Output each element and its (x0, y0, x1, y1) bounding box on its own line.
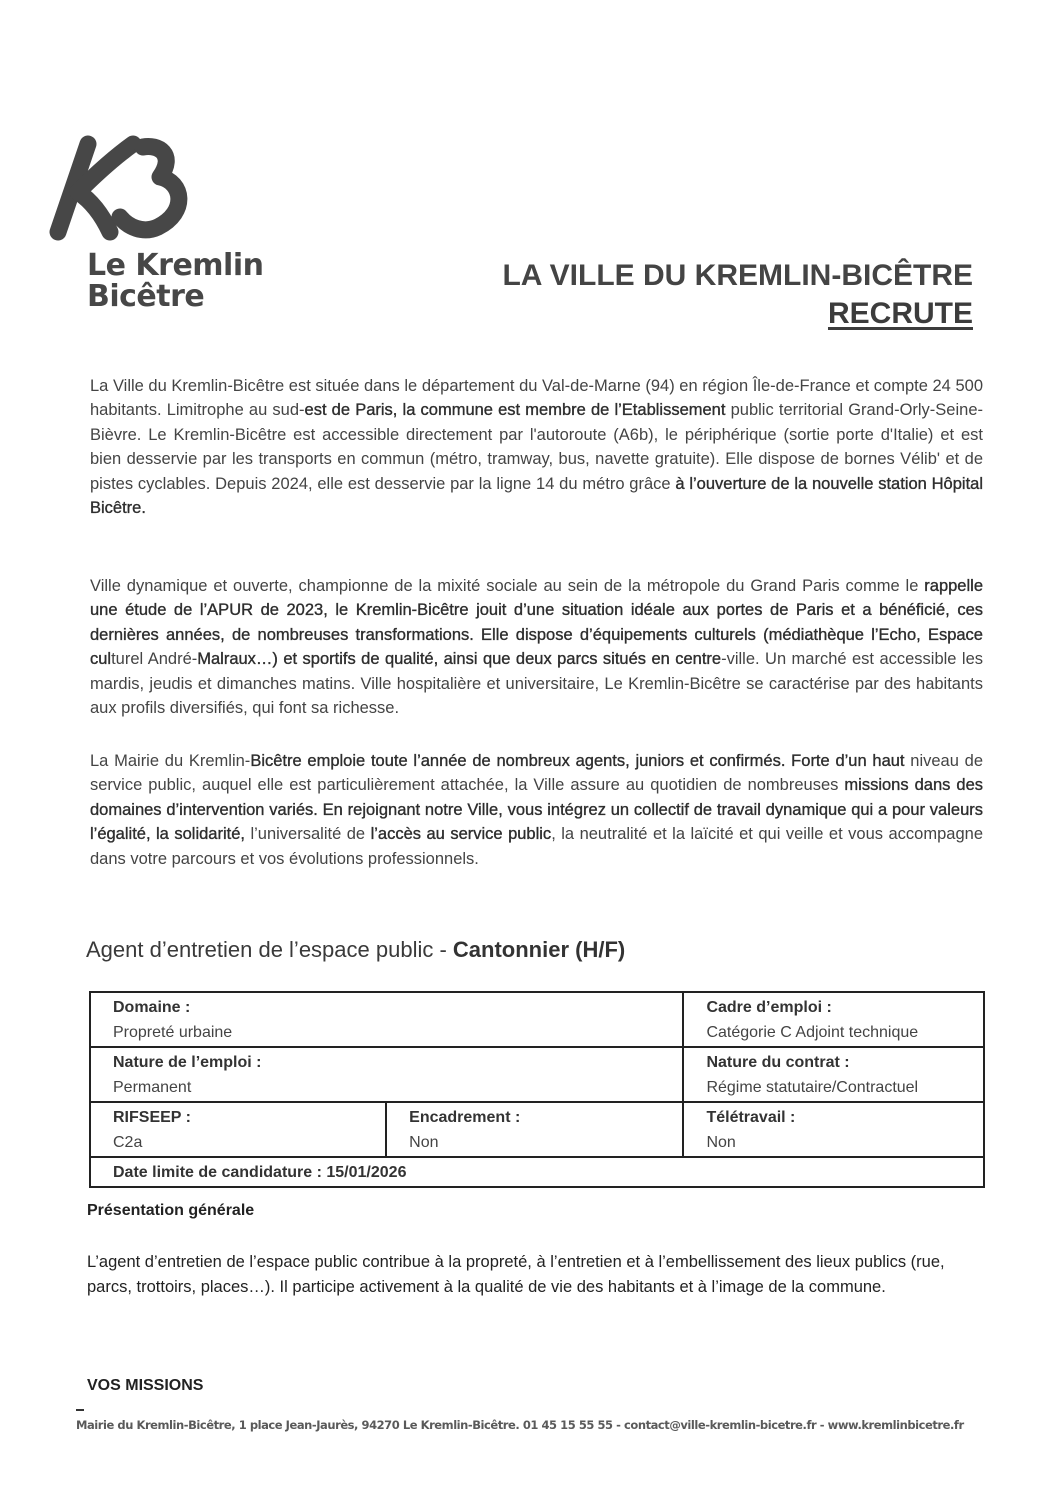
field-label: Télétravail : (706, 1109, 796, 1126)
kb-monogram-icon (48, 132, 198, 242)
logo-line-2: Bicêtre (87, 279, 205, 314)
cell-nature-emploi (90, 1047, 683, 1102)
field-label: Domaine : (113, 999, 191, 1016)
logo-line-1: Le Kremlin (87, 248, 264, 283)
field-label: Nature de l’emploi : (113, 1054, 262, 1071)
footer-divider (76, 1409, 84, 1411)
cell-nature-contrat (683, 1047, 984, 1102)
field-value: Propreté urbaine (113, 1024, 233, 1041)
headline-city: LA VILLE DU KREMLIN-BICÊTRE (502, 259, 973, 292)
field-label: Nature du contrat : (706, 1054, 850, 1071)
cell-encadrement (386, 1102, 683, 1157)
text-run: public territorial Grand-Orly-Seine-Bièvre. Le Kremlin-Bicêtre est accessible directement par l'autoroute (A6b), le périphérique (sortie porte d'Italie) et est bien desservie par les transports en commun (métro, tramway, bus, navette gratuite). Elle dispose de bornes Vélib' et de pistes cyclables. Depuis 2024, elle est desservie par la ligne 14 du métro grâce (90, 401, 984, 493)
text-run-emphasis: est de Paris, la commune est membre de l’Etablissement (304, 401, 726, 419)
job-title-position: Cantonnier (H/F) (452, 937, 626, 962)
text-run-emphasis: à l’ouverture de la nouvelle station Hôpital Bicêtre. (90, 474, 983, 517)
field-value: Non (409, 1134, 439, 1151)
table-row (90, 992, 984, 1047)
cell-domaine (90, 992, 683, 1047)
text-run: laïcité et qui veille et vous accompagne dans votre parcours et vos évolutions professionnels. (90, 825, 983, 868)
field-label: Cadre d’emploi : (706, 999, 832, 1016)
logo-wordmark (87, 250, 263, 312)
text-run: -ville. Un marché est accessible les mardis, jeudis et dimanches matins. Ville hospitalière et universitaire, Le Kremlin-Bicêtre se caractérise par des habitants aux profils diversifiés, qui font sa richesse. (90, 650, 984, 717)
presentation-heading: Présentation générale (87, 1202, 255, 1219)
field-value: Régime statutaire/Contractuel (706, 1079, 919, 1096)
cell-cadre-emploi (683, 992, 984, 1047)
text-run: l’universalité de (244, 825, 371, 843)
field-label: Encadrement : (409, 1109, 521, 1126)
text-run-emphasis: Bicêtre emploie toute l’année de nombreux agents, juniors et confirmés. Forte d’un haut (250, 751, 905, 770)
text-run: niveau de service public, auquel elle est particulièrement attachée, la Ville assure au quotidien de nombreuses (90, 751, 983, 794)
missions-heading: VOS MISSIONS (87, 1377, 204, 1394)
intro-paragraph-1 (90, 374, 983, 521)
intro-paragraph-3 (90, 749, 983, 872)
text-run-emphasis: rappelle une étude de l’APUR de 2023, le Kremlin-Bicêtre jouit d’une situation idéale aux portes de Paris et a bénéficié, ces dernières années, de nombreuses transformations. Elle dispose d’équipements culturels (médiathèque l’Echo, Espace cul (90, 576, 983, 668)
city-logo (48, 132, 288, 322)
text-run: La Ville du Kremlin-Bicêtre est située dans le département du Val-de-Marne (94) en région Île-de-France et compte 24 500 habitants. Limitrophe au sud- (90, 376, 983, 419)
intro-paragraph-2 (90, 574, 983, 721)
text-run: turel André- (111, 650, 198, 668)
table-row (90, 1157, 984, 1187)
table-row (90, 1047, 984, 1102)
job-title-role: Agent d’entretien de l’espace public - (86, 937, 453, 962)
cell-teletravail (683, 1102, 984, 1157)
text-run: La Mairie du Kremlin- (90, 751, 251, 770)
footer-contact: Mairie du Kremlin-Bicêtre, 1 place Jean-Jaurès, 94270 Le Kremlin-Bicêtre. 01 45 15 55 55 - contact@ville-kremlin-bicetre.fr - www.kremlinbicetre.fr (76, 1418, 964, 1432)
field-value: Catégorie C Adjoint technique (706, 1024, 919, 1041)
cell-date-limite: Date limite de candidature : 15/01/2026 (90, 1157, 984, 1187)
text-run-emphasis: l’accès au service public (370, 825, 552, 843)
text-run-emphasis: missions dans des domaines d’intervention variés. En rejoignant notre Ville, vous intégrez un collectif de travail dynamique qui a pour valeurs l’égalité, la solidarité, (90, 776, 983, 843)
field-value: Non (706, 1134, 736, 1151)
presentation-text: L’agent d’entretien de l’espace public contribue à la propreté, à l’entretien et à l’embellissement des lieux publics (rue, parcs, trottoirs, places…). Il participe activement à la qualité de vie des habitants et à l’image de la commune. (87, 1253, 945, 1296)
cell-rifseep (90, 1102, 386, 1157)
page-headline (502, 257, 973, 333)
job-info-table (89, 991, 985, 1188)
table-row (90, 1102, 984, 1157)
field-value: Permanent (113, 1079, 192, 1096)
field-label: RIFSEEP : (113, 1109, 191, 1126)
headline-recrute: RECRUTE (827, 297, 973, 330)
field-value: C2a (113, 1134, 143, 1151)
text-run: , la neutralité et la (551, 825, 686, 843)
job-title (86, 937, 625, 963)
text-run-emphasis: Malraux…) et sportifs de qualité, ainsi que deux parcs situés en centre (197, 650, 722, 668)
text-run: Ville dynamique et ouverte, championne de la mixité sociale au sein de la métropole du Grand Paris comme le (90, 576, 925, 595)
